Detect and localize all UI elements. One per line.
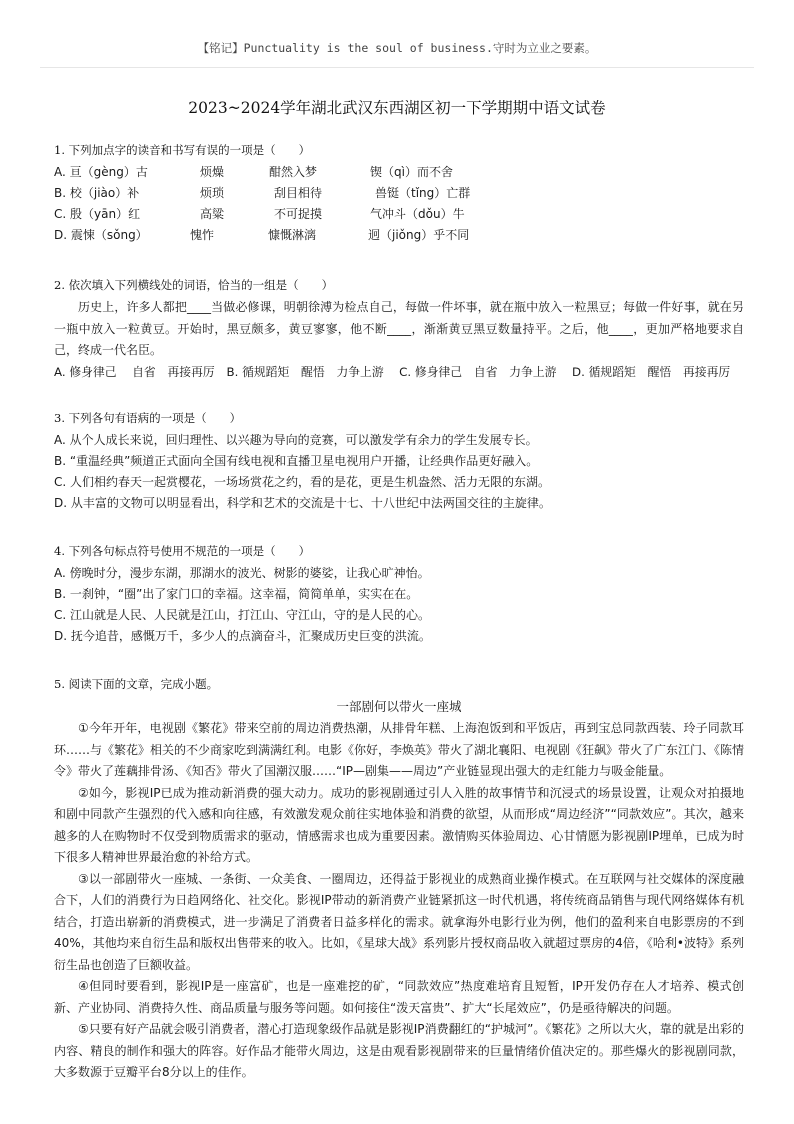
question-4-option-b: B. 一刹钟，“圈”出了家门口的幸福。这幸福，简简单单，实实在在。 bbox=[54, 587, 419, 601]
question-2-stem: 2. 依次填入下列横线处的词语，恰当的一组是（ ） bbox=[54, 278, 334, 292]
option-cell: B. 校（jiào）补 bbox=[54, 186, 140, 200]
option-cell: C. 殷（yān）红 bbox=[54, 207, 141, 221]
article-paragraph-1: ①今年开年，电视剧《繁花》带来空前的周边消费热潮，从排骨年糕、上海泡饭到和平饭店，再到宝总同款西装、玲子同款耳环……与《繁花》相关的不少商家吃到满满红利。电影《你好，李焕英》带火了湖北襄阳、电视剧《狂飙》带火了广东江门、《陈情令》带火了莲藕排骨汤、《知否》带火了国潮汉服……“IP—剧集——周边”产业链显现出强大的走红能力与吸金能量。 bbox=[54, 721, 745, 778]
question-1 bbox=[54, 142, 744, 246]
option-cell: 气冲斗（dǒu）牛 bbox=[370, 207, 465, 221]
option-cell: A. 亘（gèng）古 bbox=[54, 165, 148, 179]
question-1-stem: 1. 下列加点字的读音和书写有误的一项是（ ） bbox=[54, 143, 311, 157]
question-4-option-a: A. 傍晚时分，漫步东湖，那湖水的波光、树影的婆娑，让我心旷神怡。 bbox=[54, 566, 430, 580]
article-paragraph-2: ②如今，影视IP已成为推动新消费的强大动力。成功的影视剧通过引人入胜的故事情节和沉浸式的场景设置，让观众对拍摄地和剧中同款产生强烈的代入感和向往感，有效激发观众前往实地体验和消费的欲望，从而形成“周边经济”“同款效应”。其次，越来越多的人在购物时不仅受到物质需求的驱动，情感需求也成为重要因素。激情购买体验周边、心甘情愿为影视剧IP埋单，已成为时下很多人精神世界最治愈的补给方式。 bbox=[54, 785, 744, 864]
question-4 bbox=[54, 543, 744, 647]
article-paragraph-5: ⑤只要有好产品就会吸引消费者，潜心打造现象级作品就是影视IP消费翻红的“护城河”。《繁花》之所以大火，靠的就是出彩的内容、精良的制作和强大的阵容。好作品才能带火周边，这是由观看影视剧带来的巨量情绪价值决定的。那些爆火的影视剧同款，大多数源于豆瓣平台8分以上的佳作。 bbox=[54, 1022, 744, 1079]
question-2-passage: 历史上，许多人都把____当做必修课，明朝徐溥为检点自己，每做一件坏事，就在瓶中放入一粒黑豆；每做一件好事，就在另一瓶中放入一粒黄豆。开始时，黑豆颇多，黄豆寥寥，他不断____，渐渐黄豆黑豆数量持平。之后，他____，更加严格地要求自己，终成一代名臣。 bbox=[54, 300, 744, 357]
article-title: 一部剧何以带火一座城 bbox=[336, 699, 462, 714]
option-cell: 愧怍 bbox=[190, 228, 215, 242]
question-1-option-b bbox=[54, 183, 744, 204]
question-3-option-d: D. 从丰富的文物可以明显看出，科学和艺术的交流是十七、十八世纪中法两国交往的主旋律。 bbox=[54, 496, 551, 510]
question-3 bbox=[54, 410, 744, 514]
option-cell: 酣然入梦 bbox=[269, 165, 318, 179]
question-1-option-a bbox=[54, 162, 744, 183]
question-3-stem: 3. 下列各句有语病的一项是（ ） bbox=[54, 411, 242, 425]
question-3-option-a: A. 从个人成长来说，回归理性、以兴趣为导向的竞赛，可以激发学有余力的学生发展专长。 bbox=[54, 433, 538, 447]
question-2-options: A. 修身律己 自省 再接再厉 B. 循规蹈矩 醒悟 力争上游 C. 修身律己 自省 力争上游 D. 循规蹈矩 醒悟 再接再厉 bbox=[54, 364, 731, 379]
question-1-option-c bbox=[54, 204, 744, 225]
article-paragraph-3: ③以一部剧带火一座城、一条街、一众美食、一圈周边，还得益于影视业的成熟商业操作模式。在互联网与社交媒体的深度融合下，人们的消费行为日趋网络化、社交化。影视IP带动的新消费产业链紧抓这一时代机遇，将传统商品销售与现代网络媒体有机结合，打造出崭新的消费模式，进一步满足了消费者日益多样化的需求。就拿海外电影行业为例，他们的盈利来自电影票房的不到40%，其他均来自衍生品和版权出售带来的收入。比如，《星球大战》系列影片授权商品收入就超过票房的4倍，《哈利•波特》系列衍生品也创造了巨额收益。 bbox=[54, 871, 744, 972]
article-paragraph-4: ④但同时要看到，影视IP是一座富矿，也是一座难挖的矿，“同款效应”热度难培育且短暂，IP开发仍存在人才培养、模式创新、产业协同、消费持久性、商品质量与服务等问题。如何接住“泼天富贵”、扩大“长尾效应”，仍是亟待解决的问题。 bbox=[54, 979, 744, 1015]
question-4-option-c: C. 江山就是人民、人民就是江山，打江山、守江山，守的是人民的心。 bbox=[54, 608, 431, 622]
header-divider bbox=[40, 67, 754, 68]
option-cell: 烦燥 bbox=[200, 165, 225, 179]
question-4-option-d: D. 抚今追昔，感慨万千，多少人的点滴奋斗，汇聚成历史巨变的洪流。 bbox=[54, 629, 431, 643]
question-5 bbox=[54, 676, 744, 1084]
option-cell: 锲（qì）而不舍 bbox=[370, 165, 453, 179]
motto-header: 【铭记】Punctuality is the soul of business.守时为立业之要素。 bbox=[197, 41, 597, 55]
question-5-stem: 5. 阅读下面的文章，完成小题。 bbox=[54, 677, 219, 691]
option-cell: D. 震悚（sǒng） bbox=[54, 228, 148, 242]
option-cell: 高粱 bbox=[200, 207, 225, 221]
question-3-option-b: B. “重温经典”频道正式面向全国有线电视和直播卫星电视用户开播，让经典作品更好融入。 bbox=[54, 454, 539, 468]
option-cell: 迥（jiǒng）乎不同 bbox=[368, 228, 470, 242]
question-3-option-c: C. 人们相约春天一起赏樱花，一场场赏花之约，看的是花，更是生机盎然、活力无限的东湖。 bbox=[54, 475, 551, 489]
option-cell: 兽铤（tǐng）亡群 bbox=[375, 186, 471, 200]
option-cell: 慷慨淋漓 bbox=[268, 228, 317, 242]
question-4-stem: 4. 下列各句标点符号使用不规范的一项是（ ） bbox=[54, 544, 311, 558]
option-cell: 刮目相待 bbox=[274, 186, 323, 200]
exam-title: 2023~2024学年湖北武汉东西湖区初一下学期期中语文试卷 bbox=[188, 99, 606, 117]
option-cell: 烦琐 bbox=[200, 186, 225, 200]
question-1-option-d bbox=[54, 225, 744, 246]
question-2 bbox=[54, 277, 744, 383]
option-cell: 不可捉摸 bbox=[274, 207, 323, 221]
